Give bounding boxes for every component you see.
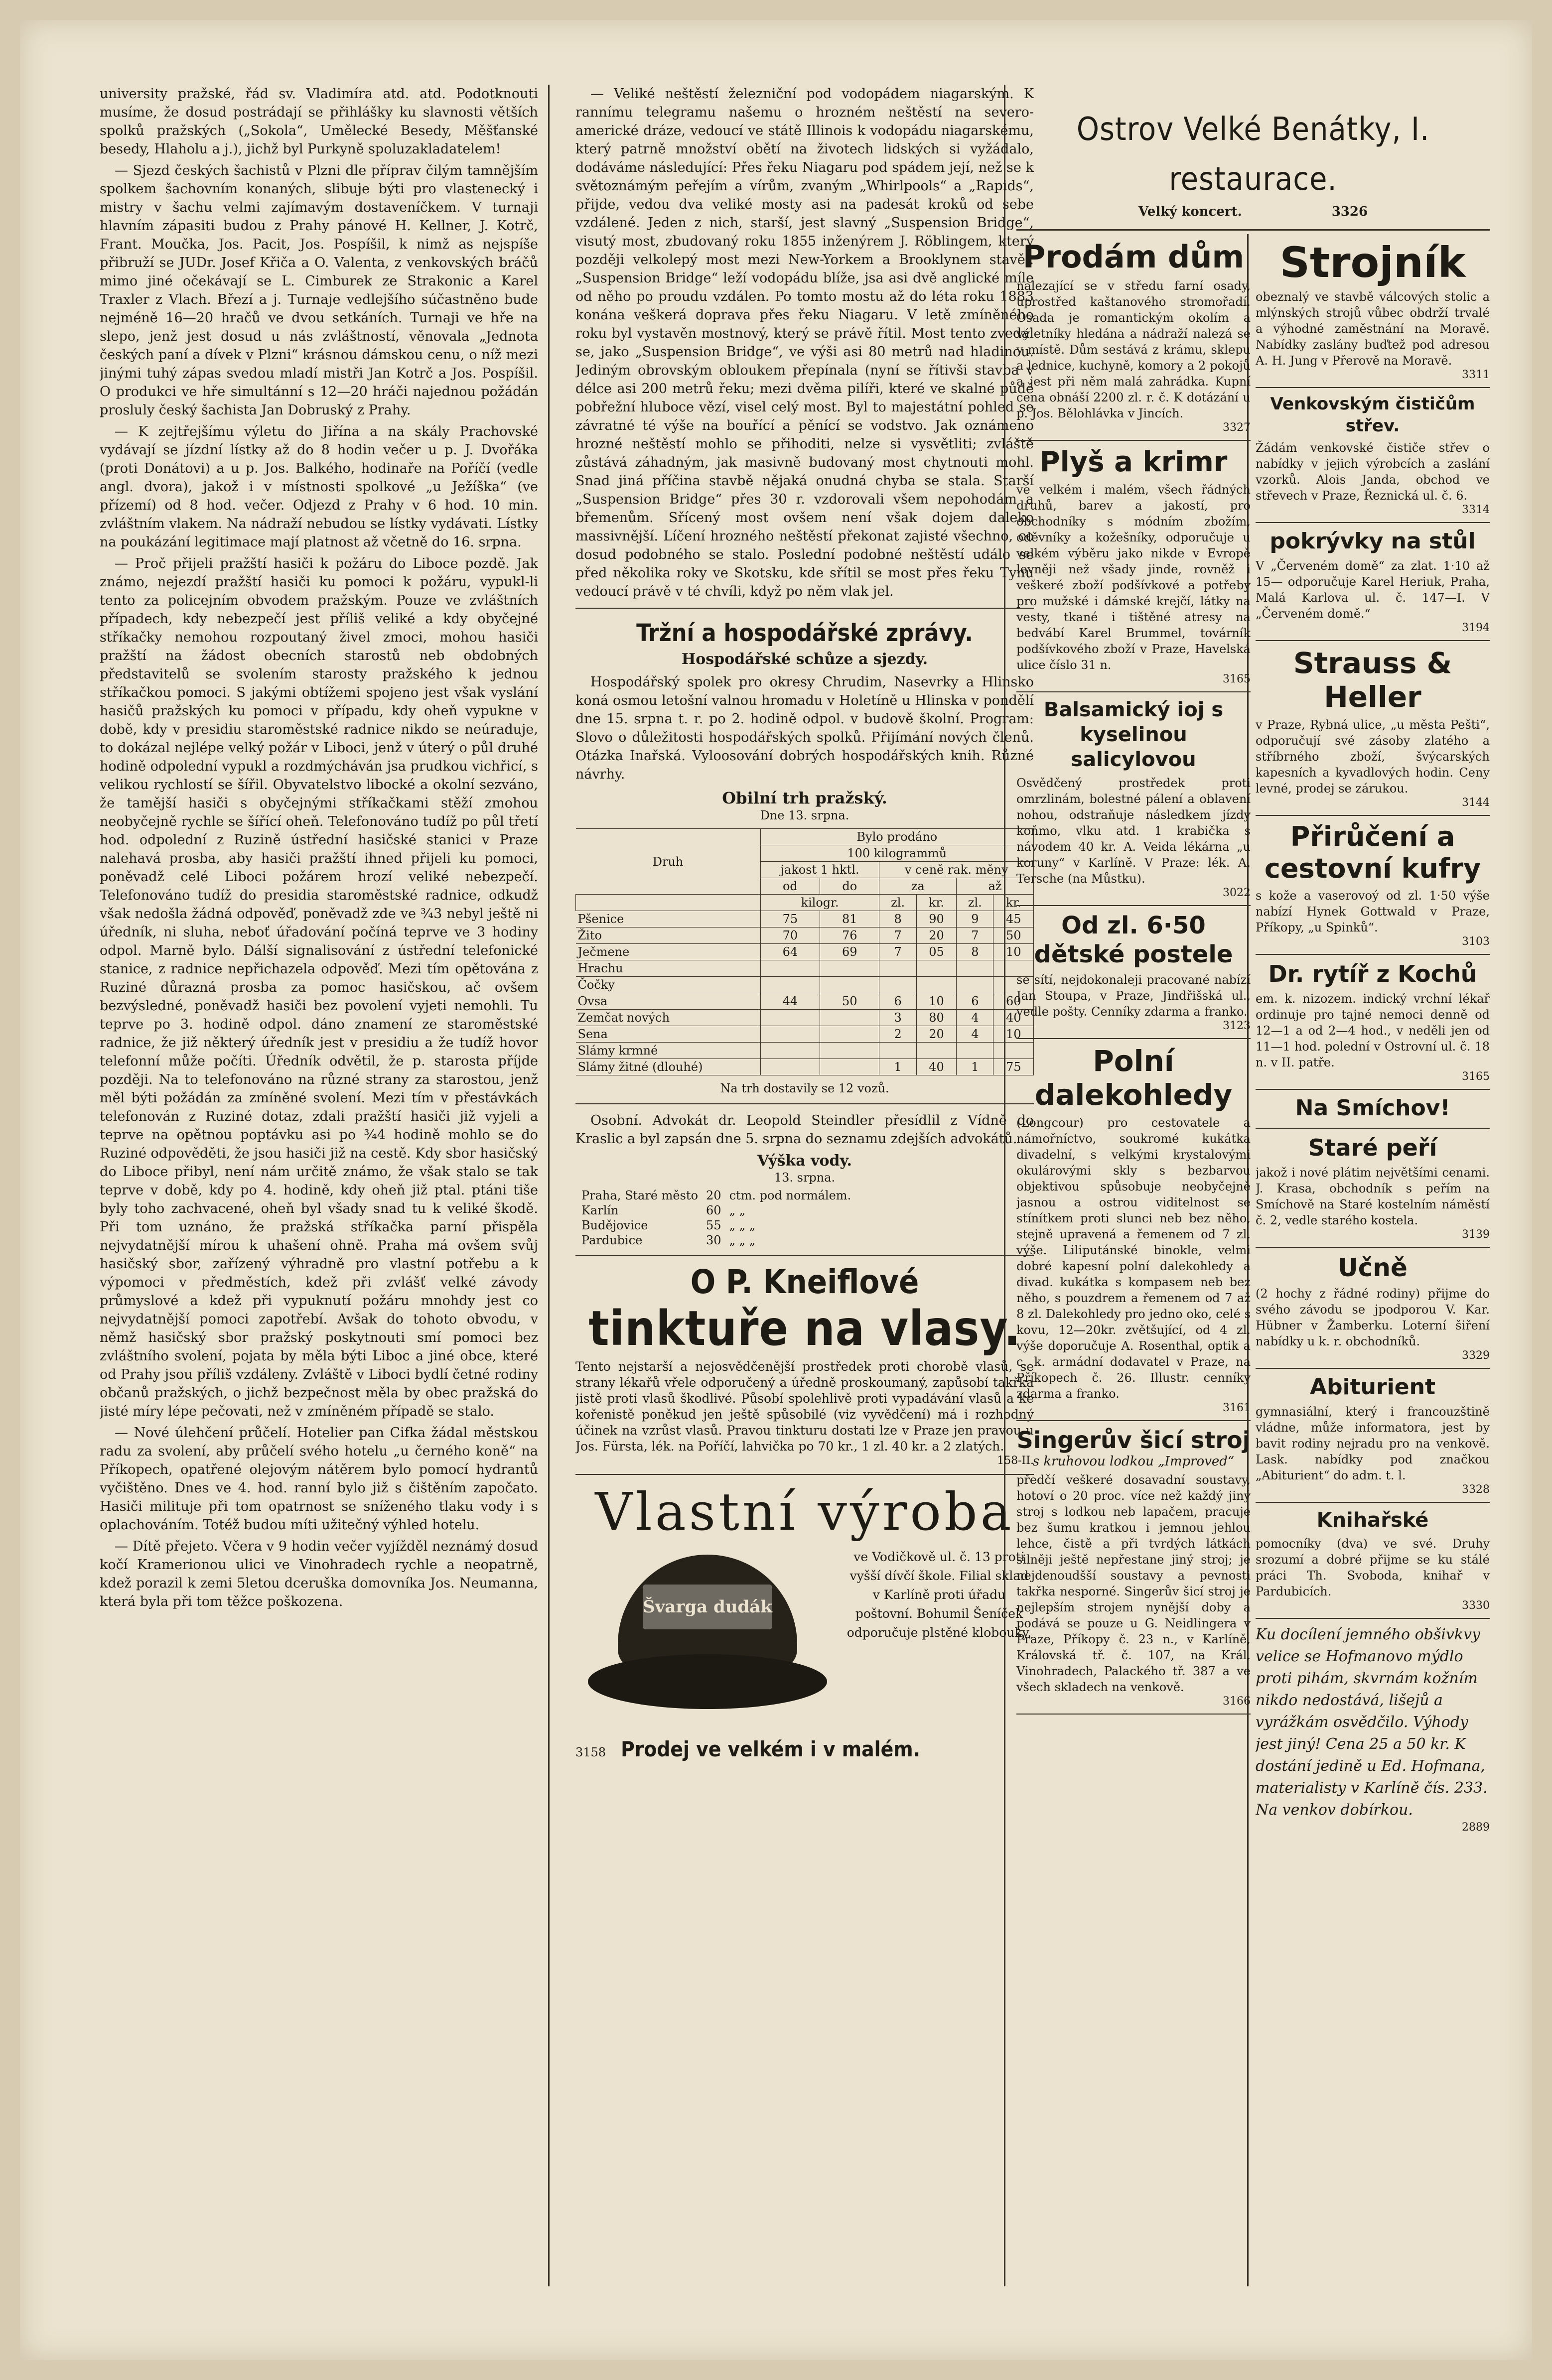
table-cell-name: Ječmene [576, 944, 761, 960]
table-cell: 70 [760, 927, 820, 944]
table-row [576, 944, 1034, 960]
ad-title: Prodám dům [1022, 239, 1245, 275]
classified-ad [1256, 388, 1490, 523]
hat-image [588, 1545, 827, 1734]
banner-number: 3326 [1331, 204, 1368, 219]
ad-text: nalezající se v středu farní osady, uprostřed kaštanového stromořadí. Osada je romantickým okolím a výletníky hledána a nádraží nalezá se v místě. Dům sestává z krámu, sklepu a lednice, kuchyně, komory a 2 pokojů a jest při něm malá zahrádka. Kupní cena obnáší 2200 zl. r. č. K dotázání u p. Jos. Bělohlávka v Jincích. [1016, 279, 1251, 420]
table-cell [760, 1026, 820, 1043]
table-row [576, 1026, 1034, 1043]
ad-number: 3166 [1223, 1695, 1251, 1708]
ad-text: (2 hochy z řádné rodiny) přijme do svého závodu se jpodporou V. Kar. Hübner v Žamberku. Loterní šiření nabídky u k. r. obchodníků. [1256, 1287, 1490, 1348]
table-cell [916, 960, 956, 977]
table-header-kr: kr. [993, 895, 1034, 911]
vyroba-text: ve Vodičkově ul. č. 13 proti vyšší dívčí škole. Filial sklad v Karlíně proti úřadu poštovní. Bohumil Šeníček odporučuje plstěné klobouky. [847, 1550, 1032, 1640]
ad-number: 3144 [1462, 796, 1490, 809]
banner-subtitle: Velký koncert. [1138, 204, 1242, 219]
classified-ad [1256, 1248, 1490, 1369]
table-cell: 7 [957, 927, 993, 944]
vyroba-heading: Vlastní výroba [595, 1481, 1014, 1542]
water-row [581, 1189, 858, 1202]
table-row [576, 1043, 1034, 1059]
water-heading: Výška vody. [757, 1152, 852, 1170]
divider [575, 1474, 1034, 1475]
table-cell [820, 1010, 879, 1026]
classified-ad [1016, 1039, 1251, 1421]
table-cell: 6 [957, 993, 993, 1010]
ad-title: Singerův šicí stroj [1016, 1427, 1251, 1454]
vyroba-footer-row [575, 1737, 1034, 1761]
vyroba-ad [575, 1545, 1034, 1734]
ad-text: s kože a vaserovoý od zl. 1·50 výše nabízí Hynek Gottwald v Praze, Příkopy, „u Spinků“. [1256, 889, 1490, 934]
table-cell: 40 [916, 1059, 956, 1075]
ad-subtitle: s kruhovou lodkou „Improved“ [1032, 1454, 1235, 1469]
ad-number: 3123 [1223, 1020, 1251, 1032]
table-header-zl: zl. [957, 895, 993, 911]
classified-ad [1016, 441, 1251, 692]
table-header-od: od [760, 878, 820, 895]
water-date: 13. srpna. [774, 1171, 836, 1185]
table-row [576, 911, 1034, 927]
table-cell: 44 [760, 993, 820, 1010]
table-cell [760, 977, 820, 993]
vyroba-footer: Prodej ve velkém i v malém. [621, 1737, 920, 1761]
table-cell [957, 1043, 993, 1059]
ad-title: Na Smíchov! [1295, 1095, 1450, 1121]
ad-number: 3165 [1462, 1070, 1490, 1083]
water-cell: 60 [706, 1203, 721, 1217]
ad-number: 3311 [1462, 369, 1490, 381]
table-row [576, 960, 1034, 977]
table-cell [760, 1059, 820, 1075]
hat-brim [588, 1654, 827, 1709]
water-cell: „ „ „ [729, 1218, 756, 1232]
ad-title: Od zl. 6·50 dětské postele [1034, 912, 1233, 968]
classified-ad [1256, 955, 1490, 1090]
water-cell: ctm. pod normálem. [729, 1189, 851, 1202]
article-facade: — Nové úlehčení průčelí. Hotelier pan Cifka žádal městskou radu za svolení, aby průčelí svého hotelu „u černého koně“ na Příkopech, opatřené olejovým nátěrem bylo pomocí hydrantů vyčištěno. Dnes ve 4. hod. ranní bylo již s čištěním započato. Hasiči milituje při tom opatrnost se sníženého tlaku vody i s oplachováním. Totéž budou míti užitečný výhled hotelu. [100, 1425, 538, 1533]
water-cell: „ „ [729, 1203, 746, 1217]
table-cell: 64 [760, 944, 820, 960]
table-cell: 3 [879, 1010, 916, 1026]
table-cell: 05 [916, 944, 956, 960]
vyroba-number: 3158 [575, 1745, 606, 1759]
table-header-za: za [879, 878, 957, 895]
table-header-kr: kr. [916, 895, 956, 911]
ad-text: em. k. nizozem. indický vrchní lékař ordinuje pro tajné nemoci denně od 12—1 a od 2—4 hod., v neděli jen od 11—1 hod. polední v Ostrovní ul. č. 18 n. v II. patře. [1256, 992, 1490, 1069]
classified-ad [1256, 1503, 1490, 1619]
ad-title: Strauss & Heller [1293, 646, 1452, 714]
table-cell: 75 [993, 1059, 1034, 1075]
table-cell-name: Slámy krmné [576, 1043, 761, 1059]
table-cell-name: Hrachu [576, 960, 761, 977]
ad-title: Plyš a krimr [1039, 446, 1228, 478]
table-row [576, 927, 1034, 944]
table-cell: 50 [993, 927, 1034, 944]
classified-ad [1016, 906, 1251, 1039]
classified-ad [1256, 1369, 1490, 1503]
table-cell [820, 1043, 879, 1059]
table-cell: 76 [820, 927, 879, 944]
table-cell: 20 [916, 927, 956, 944]
table-row [576, 1059, 1034, 1075]
column-3 [1016, 234, 1251, 2286]
table-cell: 10 [993, 1026, 1034, 1043]
table-cell [916, 1043, 956, 1059]
table-cell: 80 [916, 1010, 956, 1026]
water-cell: 55 [706, 1218, 721, 1232]
table-cell [760, 960, 820, 977]
ad-title: Venkovským čističům střev. [1270, 394, 1475, 436]
table-cell-name: Zemčat nových [576, 1010, 761, 1026]
water-cell: Budějovice [581, 1218, 648, 1232]
ad-title: Strojník [1279, 238, 1466, 287]
ad-title: Staré peří [1308, 1134, 1437, 1161]
water-cell: Karlín [581, 1203, 619, 1217]
divider [575, 608, 1034, 609]
table-header-price: v ceně rak. měny [879, 862, 1034, 878]
ad-text: gymnasiální, který i francouzštině vládne, může informatora, jest by bavit rodiny nejradu pro na venkově. Lask. nabídky pod značkou „Abiturient“ do adm. t. l. [1256, 1405, 1490, 1482]
ad-number: 3328 [1462, 1483, 1490, 1496]
water-row [581, 1203, 858, 1217]
ad-text: Žádám venkovské čističe střev o nabídky v jejich výrobcích a zaslání vzorků. Alois Janda, obchod ve střevech v Praze, Řeznická ul. č. 6. [1256, 441, 1490, 503]
ad-number: 3327 [1223, 421, 1251, 434]
table-cell: 4 [957, 1026, 993, 1043]
ad-number: 3314 [1462, 504, 1490, 516]
ad-title: Polní dalekohledy [1034, 1044, 1233, 1112]
table-row [576, 1010, 1034, 1026]
article-lawyer: Osobní. Advokát dr. Leopold Steindler přesídlil z Vídně do Kraslic a byl zapsán dne 5. srpna do seznamu zdejších advokátů. [575, 1113, 1034, 1147]
table-cell [879, 1043, 916, 1059]
table-cell-name: Slámy žitné (dlouhé) [576, 1059, 761, 1075]
column-2 [575, 85, 1034, 2286]
classified-ad [1256, 1129, 1490, 1248]
article-firemen: — Proč přijeli pražští hasiči k požáru do Liboce pozdě. Jak známo, nejezdí pražští hasiči ku pomoci k požáru, vypukl-li tento za policejním obvodem pražským. Pouze ve zvláštních případech, kdy nebezpečí jest příliš veliké a kdy obyčejné stříkačky nemohou rozpoutaný živel zmoci, mohou hasiči pražští na žádost obecních starostů neb obdobných představitelů se svolením starosty pražského k jednou stříkačkou pomoci. S jakými obtížemi spojeno jest však vyslání hasičů pražských ku pomoci v případu, kdy oheň vypukne v době, kdy v presidiu staroměstské radnice nikdo se neúraduje, to dokázal nejlépe velký požár v Liboci, jenž v úterý o půl druhé hodině odpolední vypukl a rozdmýcháván jsa prudkou vichřicí, s velikou rychlostí se šířil. Obyvatelstvo libocké a okolní sezváno, že tamější hasiči s obyčejnými stříkačkami stěží zmohou neobyčejně rychle se šířící oheň. Telefonováno tudíž po půl třetí hod. odpolední z Ruzině ústřední hasičské stanici v Praze nalehavá prosba, aby hasiči pražští ihned přijeli ku pomoci, poněvadž celé Liboci požárem hrozí veliké nebezpečí. Telefonováno tudíž do presidia staroměstské radnice, odkudž však nedošla žádná odpověď, poněvadž zde ve ¾3 nebyl ještě ni úředník, ni sluha, neboť úřadování počíná teprve ve 3 hodiny odpol. Marně bylo. Dálší signalisování z ústřední telefonické stanice, z radnice nepřichazela odpověď. Mezi tím opětována z Ruziné důrazná prosba za pomoc hasičskou, ač ovšem bezvýsledné, poněvadž hasiči bez povolení vyjeti nemohli. Tu teprve po 3. hodině odpol. dáno znamení ze staroměstské radnice, že již některý úředník jest v presidiu a že tudíž hovor telefonní může počíti. Úředník odvětil, že p. starosta příjde později. Na to telefonováno na různé strany za starostou, jenž měl býti požádán za zmíněné svolení. Mezi tím v přestávkách telefonován z Ruziné dotaz, zdali pražští hasiči již vyjeli a teprve na opětnou poptávku asi po ¾4 hodině mohlo se do Ruziné odpověděti, že jsou hasiči již na cestě. Kdy sbor hasičský do Liboce přibyl, není nám určitě známo, že však stalo se tak teprve v době, kdy po 4. hodině, kdy oheň již ptal. ptáni tiše byly toho zachvacené, oheň byl všady snad tu k veliké škodě. Při tom uznáno, že pražská stříkačka parní přispěla nejvydatnější mírou k uhašení ohně. Praha má ovšem svůj hasičský sbor, zařízený výhradně pro vlastní potřebu a k výpomoci v předměstích, kdež při zvlášť velké závody průmyslové a kdež při vypuknutí požáru mnohdy jest co nejvydatnější pomoci zapotřebí. Avšak do tohoto obvodu, v němž hasičský sbor pražský poskytnouti smí pomoci bez zvláštního svolení, pojata by měla býti Liboc a jiné obce, které od Prahy jsou příliš vzdáleny. Zvláště v Liboci bydlí četné rodiny občanů pražských, o jichž bezpečnost měla by obec pražská do jisté míry lépe pečovati, než v zmíněném případě se stalo. [100, 556, 538, 1419]
table-cell: 69 [820, 944, 879, 960]
handwritten-ad: Ku docílení jemného obšivkvy velice se Hofmanovo mýdlo proti pihám, skvrnám kožním nikdo nedostává, lišejů a vyrážkám osvědčilo. Výhody jest jiný! Cena 25 a 50 kr. K dostání jedině u Ed. Hofmana, materialisty v Karlíně čís. 233. Na venkov dobírkou. [1256, 1626, 1488, 1819]
ad-title: Učně [1338, 1253, 1408, 1282]
table-cell: 45 [993, 911, 1034, 927]
table-cell: 8 [957, 944, 993, 960]
table-cell: 7 [879, 927, 916, 944]
ad-number: 3194 [1462, 622, 1490, 634]
ad-text: V „Červeném domě“ za zlat. 1·10 až 15— odporučuje Karel Heriuk, Praha, Malá Karlova ul. č. 147—I. V „Červeném domě.“ [1256, 559, 1490, 621]
classified-ad [1016, 1421, 1251, 1715]
table-cell: 6 [879, 993, 916, 1010]
ad-text: pomocníky (dva) ve své. Druhy srozumí a dobré přijme se ku stálé práci Th. Svoboda, knihař v Pardubicích. [1256, 1537, 1490, 1598]
article-chess: — Sjezd českých šachistů v Plzni dle příprav čilým tamnějším spolkem šachovním konaných, slibuje býti pro vlastenecký i mistry v šachu velmi zajímavým dostaveníčkem. V turnaji hlavním zápasiti budou z Prahy pánové H. Kellner, J. Kotrč, Frant. Moučka, Jos. Pacit, Jos. Pospíšil, k nimž as nejspíše přibruží se JUDr. Josef Křiča a O. Valenta, z venkovských bráčů mimo jiné očekávají se L. Cimburek ze Strakonic a Karel Traxler z Vlach. Březí a j. Turnaje vedlejšího súčastněno bude nejméně 16—20 hračů ve dvou setkáních. Turnaji ve hře na slepo, jenž jest dosud u nás zvláštností, věnovala „Jednota českých paní a dívek v Plzni“ krásnou dámskou cenu, o níž mezi jinými tuhý zápas svedou mladí mistři Jan Kotrč a Jos. Pospíšil. O produkci ve hře simultánní s 12—20 hráči najednou požádán prosluly český šachista Jan Dobruský z Prahy. [100, 163, 538, 418]
table-row [576, 977, 1034, 993]
ad-number: 3022 [1223, 887, 1251, 899]
ad-number: 3330 [1462, 1599, 1490, 1612]
kneifl-number: 158-II. [997, 1454, 1034, 1467]
banner-subrow [1016, 204, 1490, 219]
classified-ad [1256, 816, 1490, 955]
table-header-kilogr: kilogr. [760, 895, 879, 911]
table-header-kg: 100 kilogrammů [760, 845, 1033, 862]
table-cell: 10 [916, 993, 956, 1010]
classified-ad [1256, 1090, 1490, 1129]
restaurant-banner [1016, 85, 1490, 231]
table-cell [820, 977, 879, 993]
ad-number: 3139 [1462, 1228, 1490, 1241]
column-rule [548, 85, 550, 2286]
ad-number: 3161 [1223, 1402, 1251, 1414]
ad-title: Balsamický ioj s kyselinou salicylovou [1043, 698, 1224, 771]
table-cell: 75 [760, 911, 820, 927]
ad-title: Abiturient [1310, 1374, 1435, 1400]
table-row [576, 993, 1034, 1010]
ad-text: (Longcour) pro cestovatele a námořníctvo, soukromé kukátka divadelní, s velkými krystalovými okulárovými skly s bezbarvou objektivou spůsobuje neobyčejně jasnou a ostrou viditelnost se stínítkem proti slunci neb bez něho, stejně upravená a řemenem od 7 zl. výše. Liliputánské binokle, velmi dobré kapesní polní dalekohledy a divad. kukátka s kompasem neb bez něho, s pouzdrem a řemenem od 7 až 8 zl. Dalekohledy pro jedno oko, celé s kovu, 12—20kr. zvětšující, od 4 zl. výše doporučuje A. Rosenthal, optik a c. k. armádní dodavatel v Praze, na Příkopech č. 26. Illustr. cenníky zdarma a franko. [1016, 1116, 1251, 1401]
banner-title: Ostrov Velké Benátky, I. restaurace. [1076, 111, 1430, 198]
water-cell: Pardubice [581, 1233, 643, 1247]
divider [575, 1103, 1034, 1104]
table-cell: 40 [993, 1010, 1034, 1026]
ad-number: 2889 [1462, 1821, 1490, 1834]
table-cell [760, 1010, 820, 1026]
table-cell: 60 [993, 993, 1034, 1010]
table-cell [957, 960, 993, 977]
table-cell-name: Sena [576, 1026, 761, 1043]
classified-ad [1256, 523, 1490, 641]
ad-text: Osvědčený prostředek proti omrzlinám, bolestné pálení a oblavení nohou, odstraňuje následkem jízdy koňmo, vlku atd. 1 krabička s návodem 40 kr. A. Veida lékárna „u koruny“ v Karlíně. V Praze: lék. A. Tersche (na Můstku). [1016, 776, 1251, 886]
table-header-sold: Bylo prodáno [760, 829, 1033, 845]
table-cell: 81 [820, 911, 879, 927]
classified-ad [1256, 641, 1490, 816]
water-table [580, 1188, 859, 1248]
ad-number: 3329 [1462, 1349, 1490, 1362]
kneifl-text: Tento nejstarší a nejosvědčenější prostředek proti chorobě vlasů, se strany lékařů vřele odporučený a úředně proskoumaný, zapůsobí takřka jistě proti vlasů škodlivé. Působí spolehlivě proti vypadávání vlasů a ke kořenistě poněkud jen ještě spůsobilé (viz vyvědčení) má i rozhodný účinek na vzrůst vlasů. Pravou tinkturu dostati lze v Praze jen pravou u Jos. Fürsta, lék. na Poříčí, lahvička po 70 kr., 1 zl. 40 kr. a 2 zlatých. [575, 1359, 1034, 1454]
table-header-zl: zl. [879, 895, 916, 911]
water-cell: 30 [706, 1233, 721, 1247]
grain-date: Dne 13. srpna. [760, 808, 849, 822]
table-header-do: do [820, 878, 879, 895]
classified-ad [1256, 234, 1490, 388]
table-cell [820, 1059, 879, 1075]
article-meeting: Hospodářský spolek pro okresy Chrudim, Nasevrky a Hlinsko koná osmou letošní valnou hromadu v Holetíně u Hlinska v pondělí dne 15. srpna t. r. po 2. hodině odpol. v budově školní. Program: Slovo o důležitosti hospodářských spolků. Přijímání nových členů. Otázka Inařská. Vyloosování dobrých hospodářských knih. Různé návrhy. [575, 674, 1034, 782]
kneifl-heading: O P. Kneiflové [690, 1263, 919, 1301]
table-cell [820, 1026, 879, 1043]
hat-label: Švarga dudák [643, 1585, 772, 1629]
table-cell: 1 [957, 1059, 993, 1075]
ad-number: 3103 [1462, 935, 1490, 948]
table-cell: 2 [879, 1026, 916, 1043]
table-cell: 50 [820, 993, 879, 1010]
table-cell: 7 [879, 944, 916, 960]
table-cell [957, 977, 993, 993]
table-header-druh: Druh [576, 829, 761, 895]
market-subheading: Hospodářské schůze a sjezdy. [681, 651, 928, 668]
table-header-weight: jakost 1 hktl. [760, 862, 879, 878]
kneifl-big-heading: tinktuře na vlasy. [588, 1301, 1021, 1356]
article-niagara: — Veliké neštěstí železniční pod vodopádem niagarským. K rannímu telegramu našemu o hrozném neštěstí na severo-americké dráze, vedoucí ve státě Illinois k vodopádu niagarskému, který patrně množství obětí na životech lidských si vyžádalo, dodáváme následující: Přes řeku Niagaru pod spádem její, než se k světoznámým peřejím a vírům, zvaným „Whirlpools“ a „Rapids“, přijde, vedou dva veliké mosty asi na padesát kroků od sebe vzdálené. Jeden z nich, starší, jest slavný „Suspension Bridge“, visutý most, zbudovaný roku 1855 inženýrem J. Röblingem, který později velkolepý most mezi New-Yorkem a Brooklynem stavěl. „Suspension Bridge“ leží vodopádu blíže, jsa asi dvě anglické míle od něho po proudu vzdálen. Po tomto mostu až do léta roku 1883 konána veškerá doprava přes řeku Niagaru. V letě zmíněného roku byl vystavěn mostnový, který se právě řítil. Most tento zvedal se, jako „Suspension Bridge“, ve výši asi 80 metrů nad hladinou. Jediným obrovským obloukem přepínala (nyní se řítivši stavba v délce asi 200 metrů řeku; mezi dvěma pilíři, které ve skalné půdě pobřežní hluboce vězí, visel celý most. Byl to majestátní pohled se závratné té výše na bouřící a pěnící se vodstvo. Jak oznámeno hrozné neštěstí mohlo se přihoditi, nelze si vysvětliti; zvláště zůstává záhadným, jak masivně budovaný most chytnouti mohl. Snad jiná příčina stavbě nějaká onudná chyba se stala. Starší „Suspension Bridge“ přes 30 r. vzdorovali všem nepohodám a břemenům. Sřícený most ovšem není však dojem daleko massivnější. Líčení hrozného neštěstí překonat zajisté všechno, co dosud podobného se stalo. Poslední podobné neštěstí událo se před několika roky ve Skotsku, kde sřítil se most přes řeku Tynu vedoucí právě v té chvíli, když po něm vlak jel. [575, 86, 1034, 599]
water-row [581, 1233, 858, 1247]
divider [575, 1255, 1034, 1256]
market-heading: Tržní a hospodářské zprávy. [636, 619, 973, 647]
ad-title: pokrývky na stůl [1270, 529, 1476, 554]
ad-text: předčí veškeré dosavadní soustavy, hotoví o 20 proc. více než každý jiný stroj s lodkou neb lapačem, pracuje bez šumu kratkou i jemnou jehlou lehce, čistě a při tvrdých látkách silněji ještě nepřestane jiný stroj; je nejdenoudšší soustavy a pevnosti takřka nesporné. Singerův šicí stroj je nejlepším strojem nynější doby a podává se pouze u G. Neidlingera v Praze, Příkopy č. 23 n., v Karlíně, Královská tř. č. 107, na Král. Vinohradech, Palackého tř. 387 a ve všech skladech na venkově. [1016, 1473, 1251, 1694]
water-cell: „ „ „ [729, 1233, 756, 1247]
classified-ad [1016, 692, 1251, 906]
ad-title: Přirůčení a cestovní kufry [1264, 821, 1481, 884]
table-cell: 4 [957, 1010, 993, 1026]
article-purkyne: university pražské, řád sv. Vladimíra atd. atd. Podotknouti musíme, že dosud postrádají se přihlášky ku slavnosti větších spolků pražských („Sokola“, Umělecké Besedy, Měšťanské besedy, Hlaholu a j.), jichž byl Purkyně spoluzakladatelem! [100, 86, 538, 157]
ad-title: Dr. rytíř z Kochů [1268, 960, 1477, 987]
table-cell-name: Žito [576, 927, 761, 944]
ad-title: Knihařské [1316, 1509, 1429, 1532]
table-cell-name: Pšenice [576, 911, 761, 927]
table-cell [820, 960, 879, 977]
table-cell: 8 [879, 911, 916, 927]
table-cell-name: Ovsa [576, 993, 761, 1010]
grain-footer: Na trh dostavily se 12 vozů. [720, 1081, 889, 1095]
table-cell: 90 [916, 911, 956, 927]
article-child: — Dítě přejeto. Včera v 9 hodin večer vyjížděl neznámý dosud kočí Kramerionou ulici ve Vinohradech rychle a neopatrně, kdež porazil k zemi 5letou dceruška domovníka Jos. Neumanna, která byla při tom těžce poškozena. [100, 1539, 538, 1609]
classified-ad [1016, 234, 1251, 441]
water-row [581, 1218, 858, 1232]
grain-heading: Obilní trh pražský. [722, 789, 887, 807]
table-cell: 1 [879, 1059, 916, 1075]
table-cell: 10 [993, 944, 1034, 960]
table-cell: 20 [916, 1026, 956, 1043]
newspaper-page [20, 20, 1532, 2360]
water-cell: 20 [706, 1189, 721, 1202]
table-cell [916, 977, 956, 993]
ad-number: 3165 [1223, 673, 1251, 685]
table-header-az: až [957, 878, 1034, 895]
table-cell [760, 1043, 820, 1059]
column-1 [100, 85, 538, 2286]
ad-text: ve velkém i malém, všech řádných druhů, barev a jakostí, pro obchodníky s módním zbožím, oděvníky a kožešníky, odporučuje u velkém výběru jako nikde v Evropě levněji než všady jinde, rovněž i veškeré zboží podšívkové a potřeby pro mužské i dámské krejčí, látky na vesty, tkané i tištěné atresy na bedvábí Karel Brummel, továrník podšívkového zboží v Praze, Havelská ulice číslo 31 n. [1016, 483, 1251, 672]
article-trip: — K zejtřejšímu výletu do Jiřína a na skály Prachovské vydávají se jízdní lístky až do 8 hodin večer u p. J. Dvořáka (proti Donátovi) a u p. Jos. Balkého, hodinaře na Poříčí (vedle angl. dvora), jakož i v místnosti spolkové „u Ježíška“ (ve přízemí) od 8 hod. večer. Odjezd z Prahy v 6 hod. 10 min. zvláštním vlakem. Na nádraží nebudou se lístky vydávati. Lístky na poukázání legitimace mají platnost až včetně do 16. srpna. [100, 424, 538, 550]
ad-text: se sítí, nejdokonaleji pracované nabízí Jan Stoupa, v Praze, Jindřišská ul., vedle pošty. Cenníky zdarma a franko. [1016, 973, 1251, 1019]
table-cell [879, 977, 916, 993]
ad-text: jakož i nové plátim největšími cenami. J. Krasa, obchodník s peřím na Smíchově na Staré kostelním náměstí č. 2, vedle starého kostela. [1256, 1166, 1490, 1227]
table-cell: 9 [957, 911, 993, 927]
column-4 [1256, 234, 1490, 2286]
water-cell: Praha, Staré město [581, 1189, 699, 1202]
table-cell-name: Čočky [576, 977, 761, 993]
grain-table [575, 828, 1034, 1075]
table-cell [879, 960, 916, 977]
ad-text: obeznalý ve stavbě válcových stolic a mlýnských strojů vůbec obdrží trvalé a výhodné zaměstnání na Moravě. Nabídky zaslány buďtež pod adresou A. H. Jung v Přerově na Moravě. [1256, 290, 1490, 368]
ad-text: v Praze, Rybná ulice, „u města Pešti“, odporučují své zásoby zlatého a stříbrného zboží, švýcarských kapesních a kyvadlových hodin. Ceny levné, prodej se zárukou. [1256, 718, 1490, 795]
